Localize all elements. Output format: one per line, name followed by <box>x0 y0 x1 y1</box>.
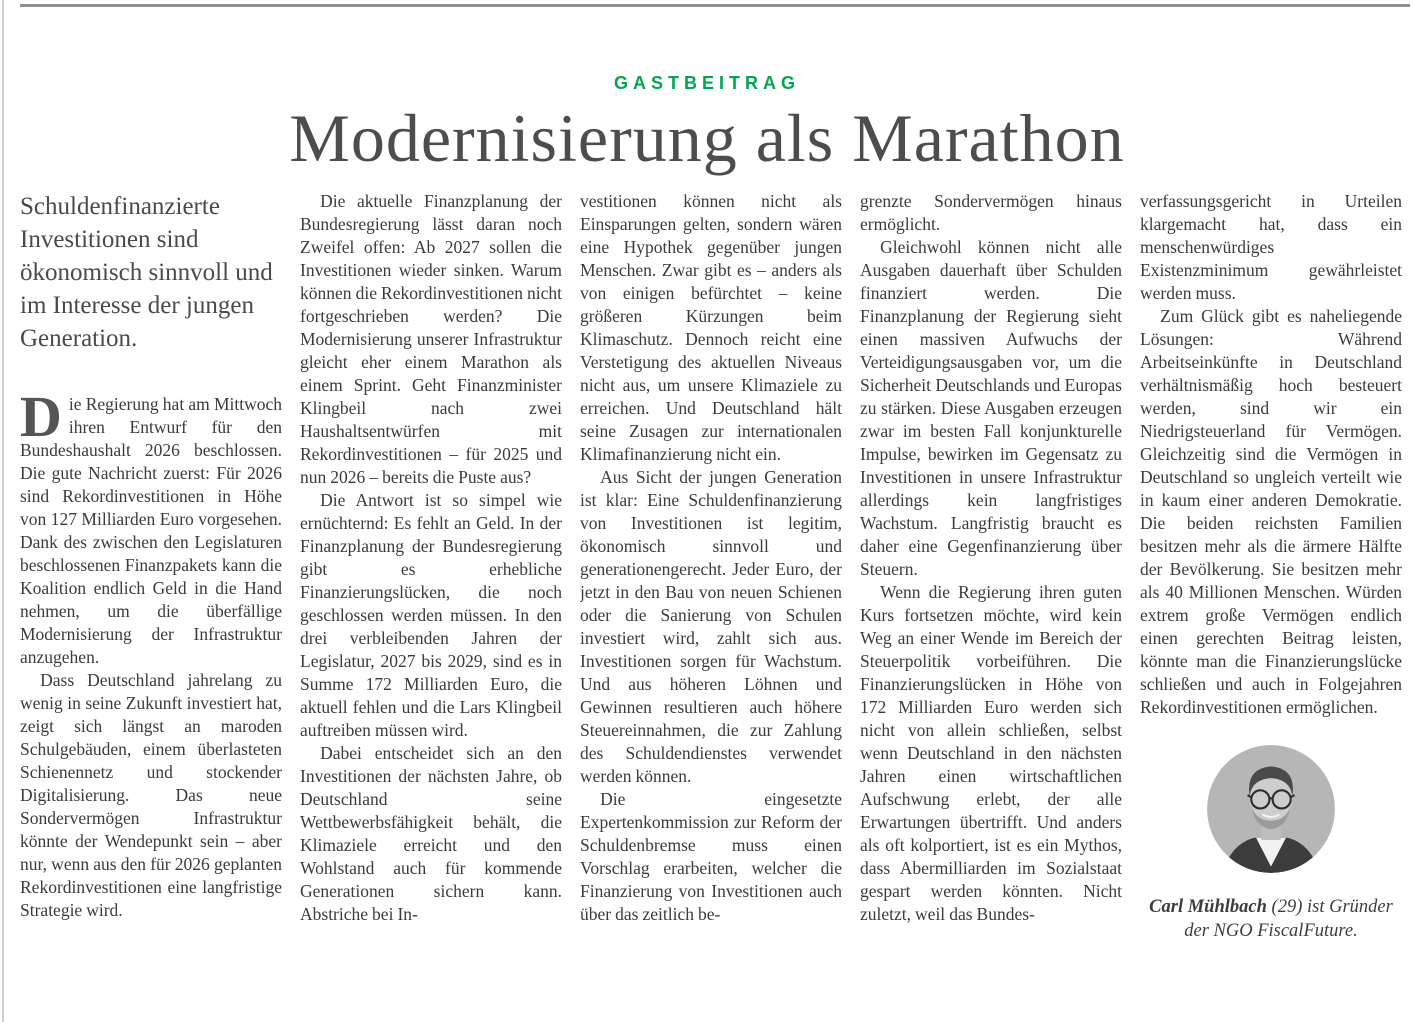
article-paragraph: Die Antwort ist so simpel wie ernüchternd: Es fehlt an Geld. In der Finanzplanung der Bundesregierung gibt es erhebliche Finanzierungslücken, die noch geschlossen werden müssen. In den drei verbleibenden Jahren der Legislatur, 2027 bis 2029, sind es in Summe 172 Milliarden Euro, die aktuell fehlen und die Lars Klingbeil auftreiben müssen wird. <box>300 490 562 740</box>
article-paragraph: Dabei entscheidet sich an den Investitionen der nächsten Jahre, ob Deutschland seine Wettbewerbsfähigkeit behält, die Klimaziele erreicht und den Wohlstand auch für kommende Generationen sichern kann. Abstriche bei In- <box>300 743 562 924</box>
article-paragraph: grenzte Sondervermögen hinaus ermöglicht. <box>860 191 1122 234</box>
article-header <box>0 0 1414 186</box>
article-lede: Schuldenfinanzierte Investitionen sind ökonomisch sinnvoll und im Interesse der jungen Generation. <box>20 193 273 352</box>
author-caption-rest: (29) ist Gründer der NGO FiscalFuture. <box>1184 897 1393 941</box>
dropcap: D <box>20 384 62 449</box>
article-paragraph: Die aktuelle Finanzplanung der Bundesregierung lässt daran noch Zweifel offen: Ab 2027 sollen die Investitionen wieder sinken. Warum können die Rekordinvestitionen nicht fortgeschrieben werden? Die Modernisierung unserer Infrastruktur gleicht eher einem Marathon als einem Sprint. Geht Finanzminister Klingbeil nach zwei Haushaltsentwürfen mit Rekordinvestitionen – für 2025 und nun 2026 – bereits die Puste aus? <box>300 191 562 487</box>
portrait-illustration <box>1207 745 1335 873</box>
page-left-rule <box>2 0 4 1022</box>
article-paragraph: Gleichwohl können nicht alle Ausgaben dauerhaft über Schulden finanziert werden. Die Finanzplanung der Regierung sieht einen massiven Aufwuchs der Verteidigungsausgaben vor, um die Sicherheit Deutschlands und Europas zu stärken. Diese Ausgaben erzeugen zwar im besten Fall konjunkturelle Impulse, bewirken im Gegensatz zu Investitionen in unsere Infrastruktur allerdings kein langfristiges Wachstum. Langfristig braucht es daher eine Gegenfinanzierung über Steuern. <box>860 237 1122 579</box>
article-paragraph: Dass Deutschland jahrelang zu wenig in seine Zukunft investiert hat, zeigt sich längst an maroden Schulgebäuden, einem überlasteten Schienennetz und stockender Digitalisierung. Das neue Sondervermögen Infrastruktur könnte der Wendepunkt sein – aber nur, wenn aus den für 2026 geplanten Rekordinvestitionen eine langfristige Strategie wird. <box>20 670 282 920</box>
article-title: Modernisierung als Marathon <box>289 100 1125 176</box>
column-5 <box>1140 190 1402 1018</box>
article-paragraph: Die eingesetzte Expertenkommission zur Reform der Schuldenbremse muss einen Vorschlag erarbeiten, welcher die Finanzierung von Investitionen auch über das zeitlich be- <box>580 789 842 924</box>
article-paragraph: Wenn die Regierung ihren guten Kurs fortsetzen möchte, wird kein Weg an einer Wende im Bereich der Steuerpolitik vorbeiführen. Die Finanzierungslücken in Höhe von 172 Milliarden Euro werden sich nicht von allein schließen, selbst wenn Deutschland in den nächsten Jahren einen wirtschaftlichen Aufschwung erlebt, der alle Erwartungen übertrifft. Und anders als oft kolportiert, ist es ein Mythos, dass Abermilliarden im Sozialstaat gespart werden könnten. Nicht zuletzt, weil das Bundes- <box>860 582 1122 924</box>
column-2 <box>300 190 562 1018</box>
column-4 <box>860 190 1122 1018</box>
article-paragraph: vestitionen können nicht als Einsparungen gelten, sondern wären eine Hypothek gegenüber jungen Menschen. Zwar gibt es – anders als von einigen befürchtet – keine größeren Kürzungen beim Klimaschutz. Dennoch reicht eine Verstetigung des aktuellen Niveaus nicht aus, um unsere Klimaziele zu erreichen. Und Deutschland hält seine Zusagen zur internationalen Klimafinanzierung nicht ein. <box>580 191 842 464</box>
article-paragraph: Zum Glück gibt es naheliegende Lösungen: Während Arbeitseinkünfte in Deutschland verhältnismäßig hoch besteuert werden, sind wir ein Niedrigsteuerland für Vermögen. Gleichzeitig sind die Vermögen in Deutschland so ungleich verteilt wie in kaum einer anderen Demokratie. Die beiden reichsten Familien besitzen mehr als die ärmere Hälfte der Bevölkerung. Sie besitzen mehr als 40 Millionen Menschen. Würden extrem große Vermögen endlich einen gerechten Beitrag leisten, könnte man die Finanzierungslücke schließen und auch in Folgejahren Rekordinvestitionen ermöglichen. <box>1140 306 1402 717</box>
kicker: GASTBEITRAG <box>613 73 800 93</box>
author-portrait-photo <box>1207 745 1335 873</box>
article-paragraph: verfassungsgericht in Urteilen klargemacht hat, dass ein menschenwürdiges Existenzminimum gewährleistet werden muss. <box>1140 191 1402 303</box>
article-paragraph: Aus Sicht der jungen Generation ist klar: Eine Schuldenfinanzierung von Investitionen ist legitim, ökonomisch sinnvoll und generationengerecht. Jeder Euro, der jetzt in den Bau von neuen Schienen oder die Sanierung von Schulen investiert wird, zahlt sich aus. Investitionen sorgen für Wachstum. Und aus höheren Löhnen und Gewinnen resultieren auch höhere Steuereinnahmen, die zur Zahlung des Schuldendienstes verwendet werden können. <box>580 467 842 786</box>
column-3 <box>580 190 842 1018</box>
author-name: Carl Mühlbach <box>1149 897 1267 917</box>
article-paragraph: Die Regierung hat am Mittwoch ihren Entwurf für den Bundeshaushalt 2026 beschlossen. Die gute Nachricht zuerst: Für 2026 sind Rekordinvestitionen in Höhe von 127 Milliarden Euro vorgesehen. Dank des zwischen den Legislaturen beschlossenen Finanzpakets kann die Koalition endlich Geld in die Hand nehmen, um die überfällige Modernisierung der Infrastruktur anzugehen. <box>20 384 282 667</box>
column-1 <box>20 190 282 1018</box>
page-top-rule <box>20 4 1410 7</box>
author-figure <box>1140 745 1402 943</box>
article-body <box>0 186 1414 1018</box>
author-caption <box>1140 895 1402 943</box>
